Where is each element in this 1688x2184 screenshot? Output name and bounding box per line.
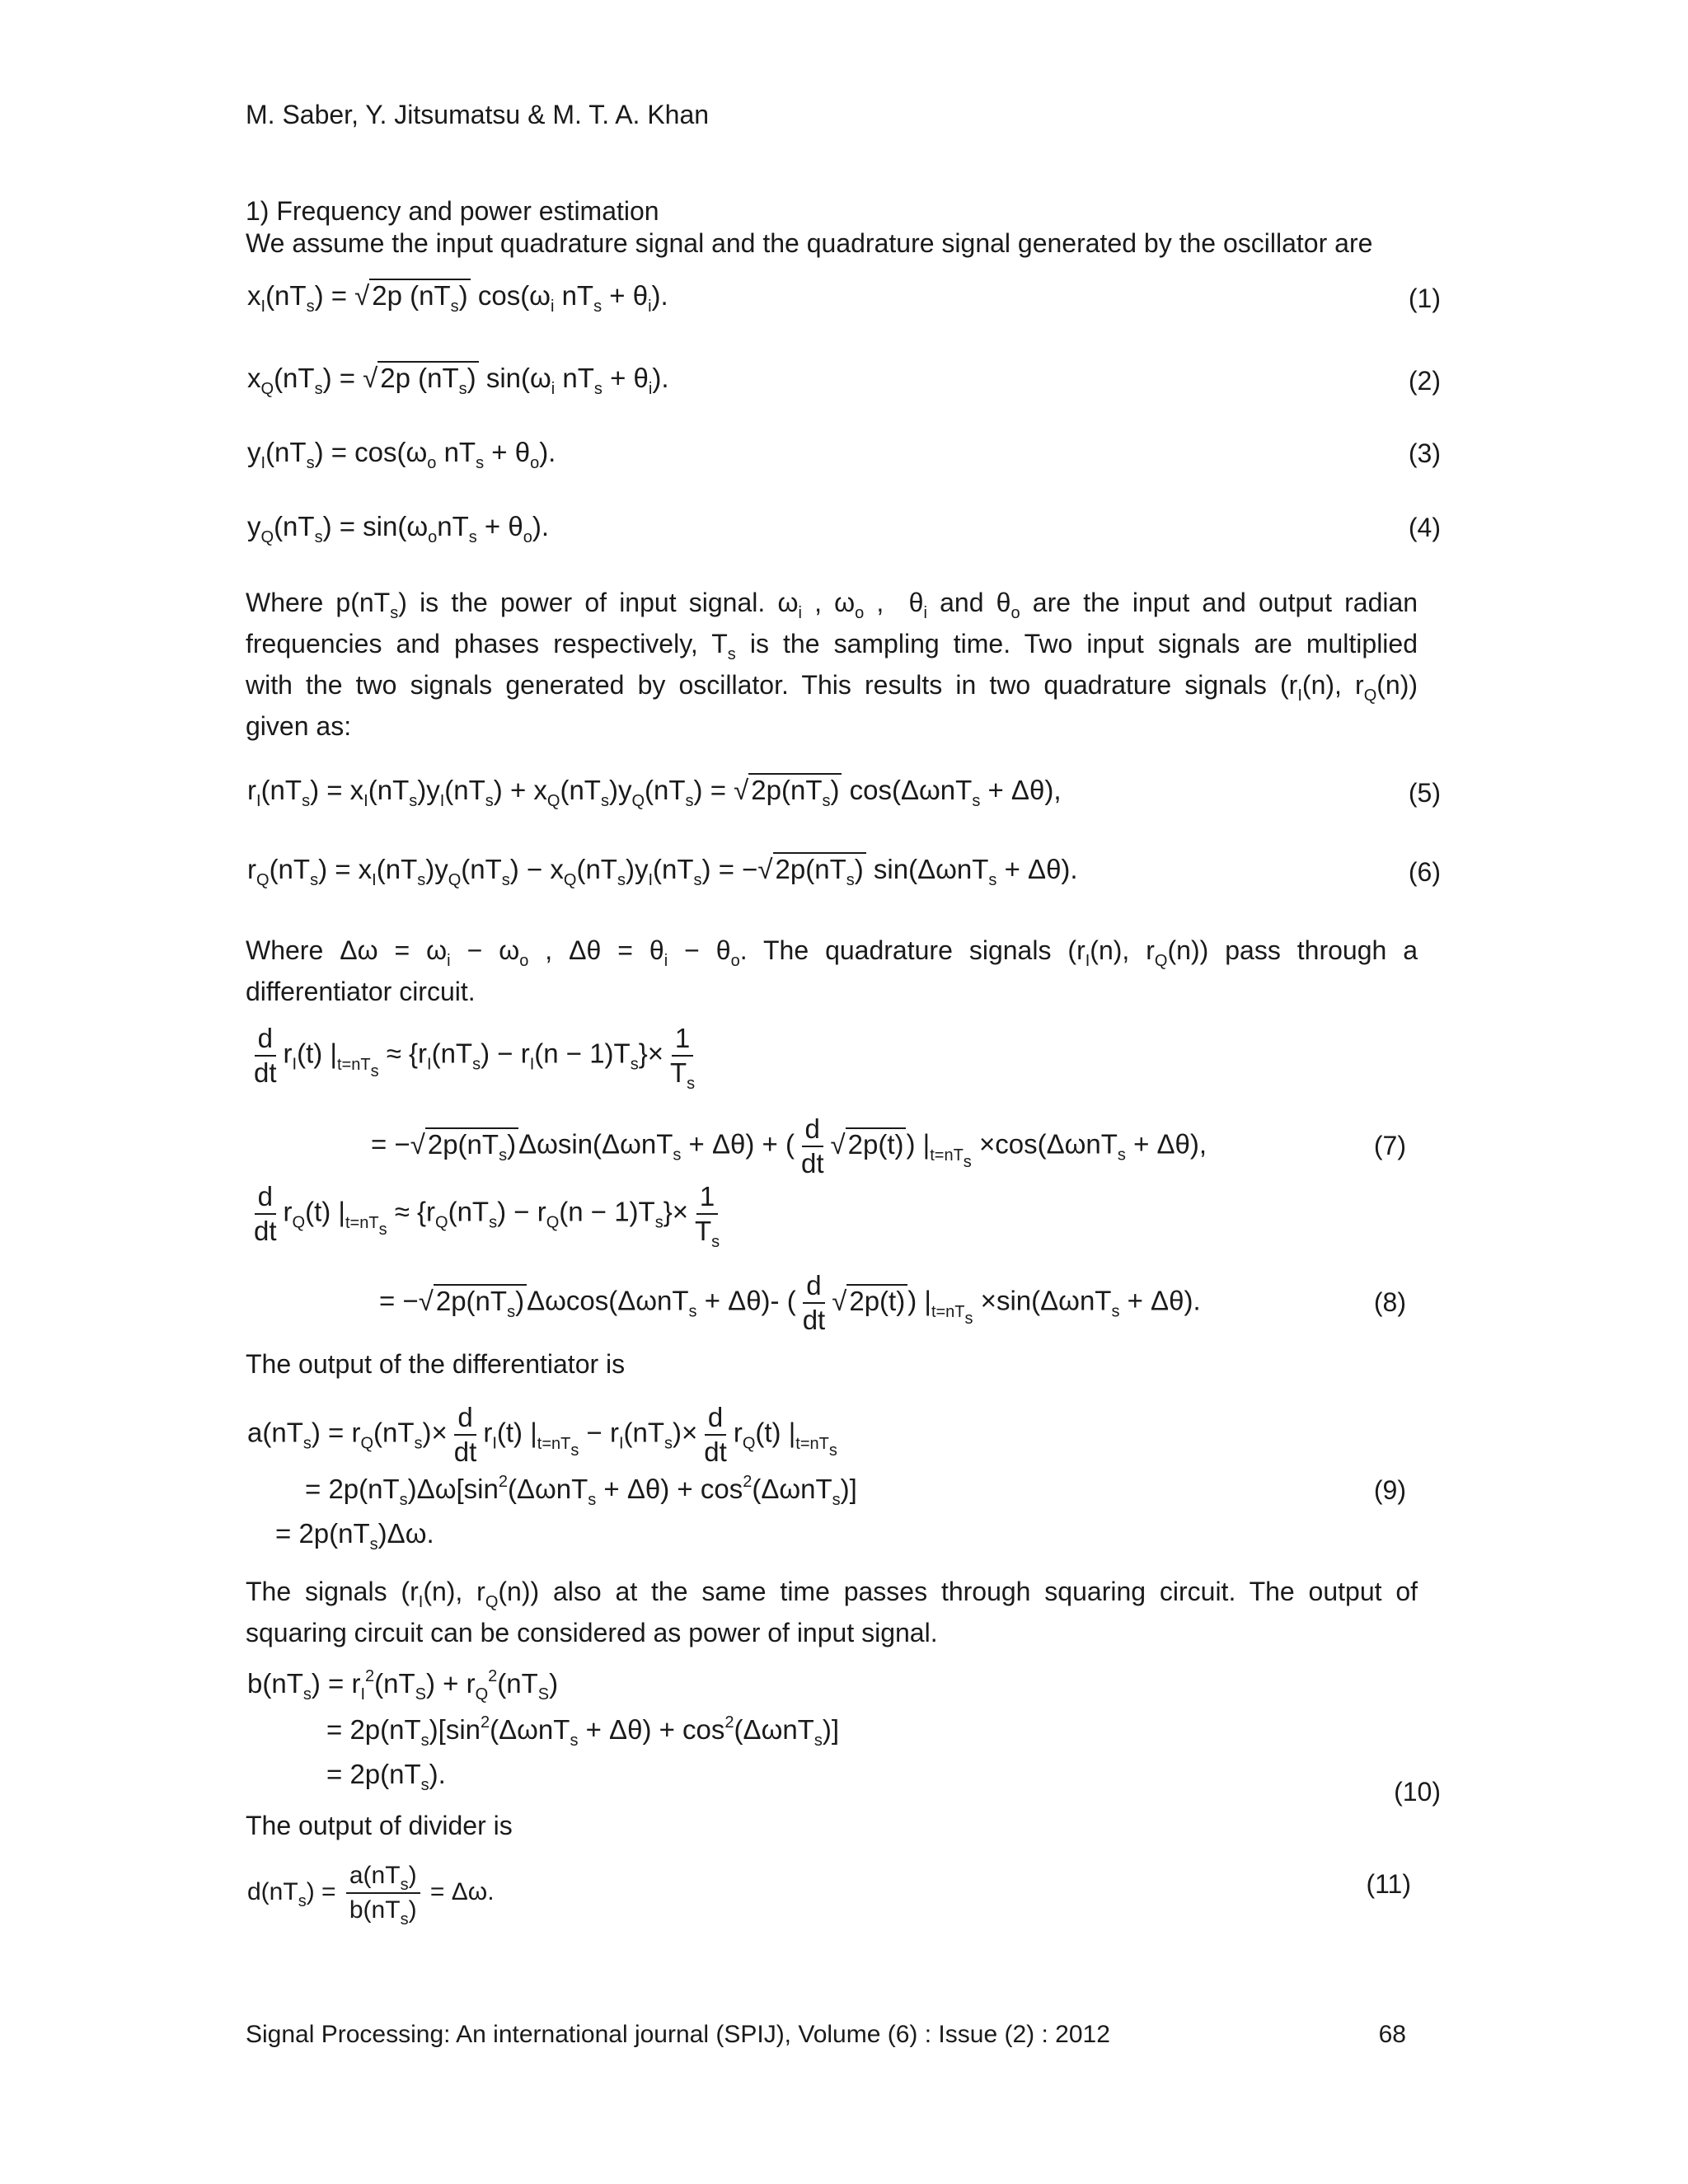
- equation-10-line-1: $b(nT_s) = r_I^2(nT_S) + r_Q^2(nT_S)$: [247, 1667, 559, 1704]
- para4-text-a: The signals: [246, 1577, 387, 1606]
- equation-10-line-3: = $2p(nT_s)$.: [326, 1759, 446, 1794]
- para2-rest: . The quadrature signals: [739, 935, 1052, 965]
- equation-number-10: (10): [1394, 1777, 1441, 1807]
- intro-sentence: We assume the input quadrature signal and the quadrature signal generated by the oscillator are: [246, 228, 1373, 258]
- paragraph-4-line-1: The signals ($r_I(n)$, $r_Q(n)$) also at the same time passes through squaring circuit. The output of: [246, 1577, 1418, 1611]
- paragraph-2-line-2: differentiator circuit.: [246, 977, 476, 1006]
- para1-text-f: with the two signals generated by oscillator. This results in two quadrature signals: [246, 670, 1267, 700]
- equation-4: $y_Q(nT_s) = \sin(\omega_onT_s + \theta_o)$.: [247, 511, 550, 546]
- equation-number-4: (4): [1408, 513, 1441, 542]
- para1-text-d: frequencies and phases respectively, T: [246, 629, 728, 658]
- equation-3: $y_I(nT_s) = \cos(\omega_o$ $nT_s + \theta_o$).: [247, 437, 556, 472]
- equation-8-line-1: $\frac{d}{dt}$ $r_Q(t) |_{t=nT_s} \approx \{r_Q(nT_s) - r_Q(n - 1)T_s\}\times$ $\frac{1}{T_s}$: [254, 1181, 720, 1251]
- equation-number-11: (11): [1366, 1869, 1411, 1899]
- paragraph-2-line-1: Where $\Delta\omega = \omega_i - \omega_o$ , $\Delta\theta = \theta_i - \theta_o$. The quadrature signals ($r_I(n)$, $r_Q(n)$) pass through a: [246, 935, 1418, 970]
- para1-text-c: are the input and output radian: [1032, 588, 1418, 617]
- equation-8-line-2: = $-√2p(nT_s)\Delta\omega\cos(\Delta\omega nT_s + \Delta\theta)-$ ( $\frac{d}{dt}$ √2p(t)) $|_{t=nT_s} \times\sin(\Delta\omega nT_s + \Delta\theta)$.: [379, 1270, 1201, 1335]
- equation-9-line-1: $a(nT_s) = r_Q(nT_s)\times$ $\frac{d}{dt}$ $r_I(t) |_{t=nT_s} - r_I(nT_s)\times$ $\frac{d}{dt}$ $r_Q(t)$ $|_{t=nT_s}$: [247, 1402, 837, 1467]
- running-header: M. Saber, Y. Jitsumatsu & M. T. A. Khan: [246, 100, 710, 129]
- equation-6: $r_Q(nT_s) = x_I(nT_s)y_Q(nT_s) - x_Q(nT_s)y_I(nT_s) = -√2p(nT_s) \sin(\Delta\omega nT_s + \Delta\theta)$.: [247, 854, 1078, 889]
- equation-number-1: (1): [1408, 284, 1441, 313]
- equation-9-line-3: = $2p(nT_s)\Delta\omega$.: [275, 1518, 434, 1554]
- section-heading: 1) Frequency and power estimation: [246, 196, 659, 226]
- paragraph-1-line-3: with the two signals generated by oscillator. This results in two quadrature signals ($r_I(n)$, $r_Q(n)$): [246, 670, 1418, 705]
- equation-number-8: (8): [1373, 1287, 1406, 1317]
- para2-where: Where: [246, 935, 324, 965]
- para1-text-e: is the sampling time. Two input signals are multiplied: [735, 629, 1418, 658]
- paragraph-1-line-2: frequencies and phases respectively, $T_s$ is the sampling time. Two input signals are multiplied: [246, 629, 1418, 663]
- para1-text-a: Where p(nT: [246, 588, 391, 617]
- para2-end: pass through a: [1225, 935, 1418, 965]
- paragraph-1-line-1: Where $p(nT_s)$ is the power of input signal. $\omega_i$ , $\omega_o$ , $\theta_i$ and $\theta_o$ are the input and output radian: [246, 588, 1418, 622]
- paragraph-4-line-2: squaring circuit can be considered as power of input signal.: [246, 1618, 938, 1647]
- equation-9-line-2: = $2p(nT_s)\Delta\omega[\sin^2(\Delta\omega nT_s + \Delta\theta) + \cos^2(\Delta\omega nT_s)]$: [305, 1473, 857, 1509]
- equation-number-5: (5): [1408, 778, 1441, 808]
- equation-number-6: (6): [1408, 857, 1441, 887]
- equation-10-line-2: = $2p(nT_s)[\sin^2(\Delta\omega nT_s + \Delta\theta) + \cos^2(\Delta\omega nT_s)]$: [326, 1713, 840, 1750]
- equation-number-2: (2): [1408, 366, 1441, 396]
- equation-1: $x_I(nT_s) = √2p$ $(nT_s)$ $\cos(\omega_i$ $nT_s + \theta_i$).: [247, 280, 668, 316]
- equation-11: $d(nT_s)$ = $\frac{a(nT_s)}{b(nT_s)}$ = Δω.: [247, 1859, 495, 1927]
- paragraph-3: The output of the differentiator is: [246, 1349, 626, 1379]
- equation-5: $r_I(nT_s) = x_I(nT_s)y_I(nT_s) + x_Q(nT_s)y_Q(nT_s) = √2p(nT_s) \cos(\Delta\omega nT_s + \Delta\theta)$,: [247, 775, 1062, 810]
- paragraph-1-line-4: given as:: [246, 711, 352, 741]
- footer-page-number: 68: [1378, 2021, 1406, 2048]
- equation-2: $x_Q(nT_s) = √2p$ $(nT_s)$ $\sin(\omega_i$ $nT_s + \theta_i$).: [247, 363, 669, 398]
- equation-number-3: (3): [1408, 438, 1441, 468]
- para1-text-b: ) is the power of input signal.: [398, 588, 766, 617]
- equation-number-7: (7): [1373, 1131, 1406, 1160]
- paragraph-5: The output of divider is: [246, 1811, 513, 1840]
- footer-journal: Signal Processing: An international journal (SPIJ), Volume (6) : Issue (2) : 2012: [246, 2021, 1110, 2048]
- equation-number-9: (9): [1373, 1475, 1406, 1505]
- equation-7-line-1: $\frac{d}{dt}$ $r_I(t) |_{t=nT_s} \approx \{r_I(nT_s) - r_I(n - 1)T_s\}\times$ $\frac{1}{T_s}$: [254, 1023, 696, 1093]
- equation-7-line-2: = $-√2p(nT_s)\Delta\omega\sin(\Delta\omega nT_s + \Delta\theta)$ + ( $\frac{d}{dt}$ √2p(t)) $|_{t=nT_s} \times\cos(\Delta\omega nT_s + \Delta\theta)$,: [371, 1113, 1207, 1179]
- para4-text-b: also at the same time passes through squaring circuit. The output of: [552, 1577, 1418, 1606]
